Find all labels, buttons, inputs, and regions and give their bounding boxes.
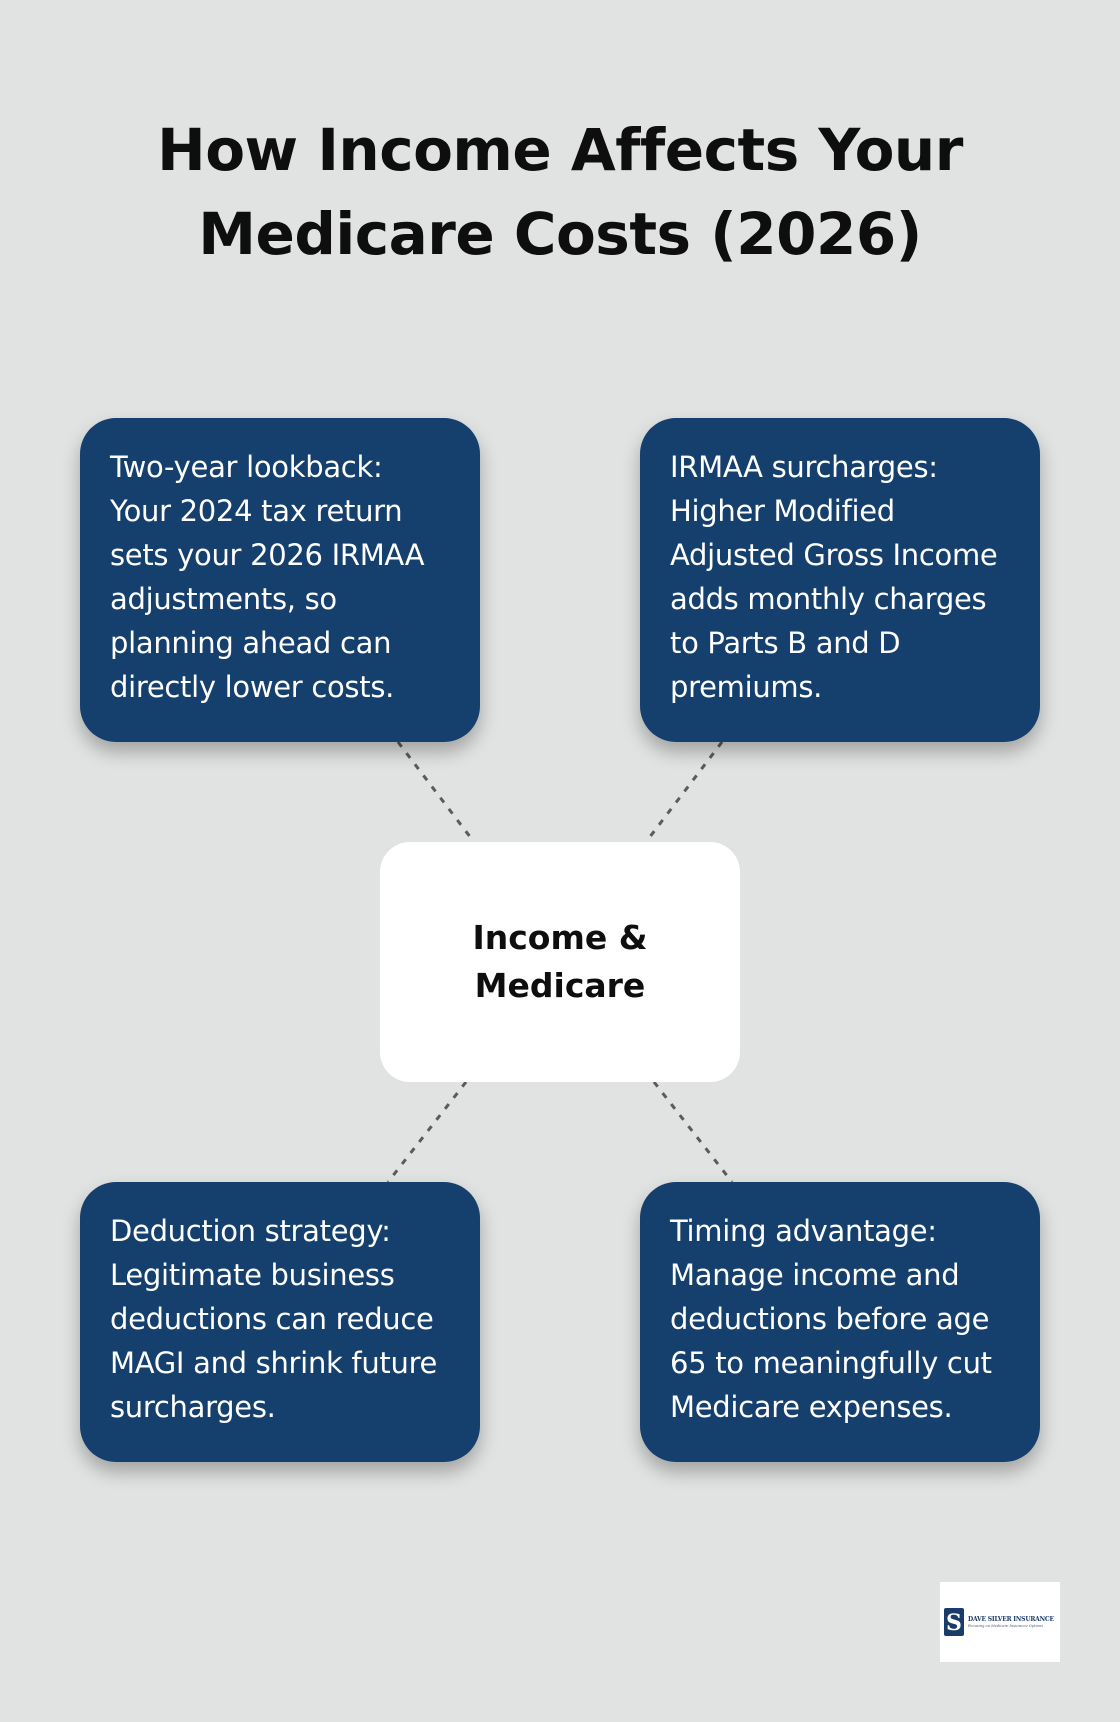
card-text: Two-year lookback: Your 2024 tax return sets your 2026 IRMAA adjustments, so planning ahead can directly lower costs.: [110, 450, 425, 704]
connector-top-right: [646, 742, 722, 842]
connector-top-left: [398, 742, 474, 842]
logo-brand-name: DAVE SILVER INSURANCE: [968, 1615, 1054, 1623]
connector-bottom-left: [388, 1082, 466, 1182]
card-text: IRMAA surcharges: Higher Modified Adjusted Gross Income adds monthly charges to Parts B and D premiums.: [670, 450, 998, 704]
card-text: Timing advantage: Manage income and deductions before age 65 to meaningfully cut Medicare expenses.: [670, 1214, 992, 1424]
card-timing-advantage: [640, 1182, 1040, 1462]
page-title: How Income Affects Your Medicare Costs (2026): [157, 116, 963, 268]
connector-bottom-right: [654, 1082, 732, 1182]
company-logo: [940, 1582, 1060, 1662]
center-node-label: Income & Medicare: [472, 918, 648, 1005]
s-monogram-icon: [943, 1607, 965, 1637]
svg-text:S: S: [946, 1610, 962, 1636]
logo-tagline: Focusing on Medicare Insurance Options: [968, 1623, 1044, 1628]
card-two-year-lookback: [80, 418, 480, 742]
card-irmaa-surcharges: [640, 418, 1040, 742]
card-text: Deduction strategy: Legitimate business deductions can reduce MAGI and shrink future surcharges.: [110, 1214, 438, 1424]
center-node: [380, 842, 740, 1082]
card-deduction-strategy: [80, 1182, 480, 1462]
